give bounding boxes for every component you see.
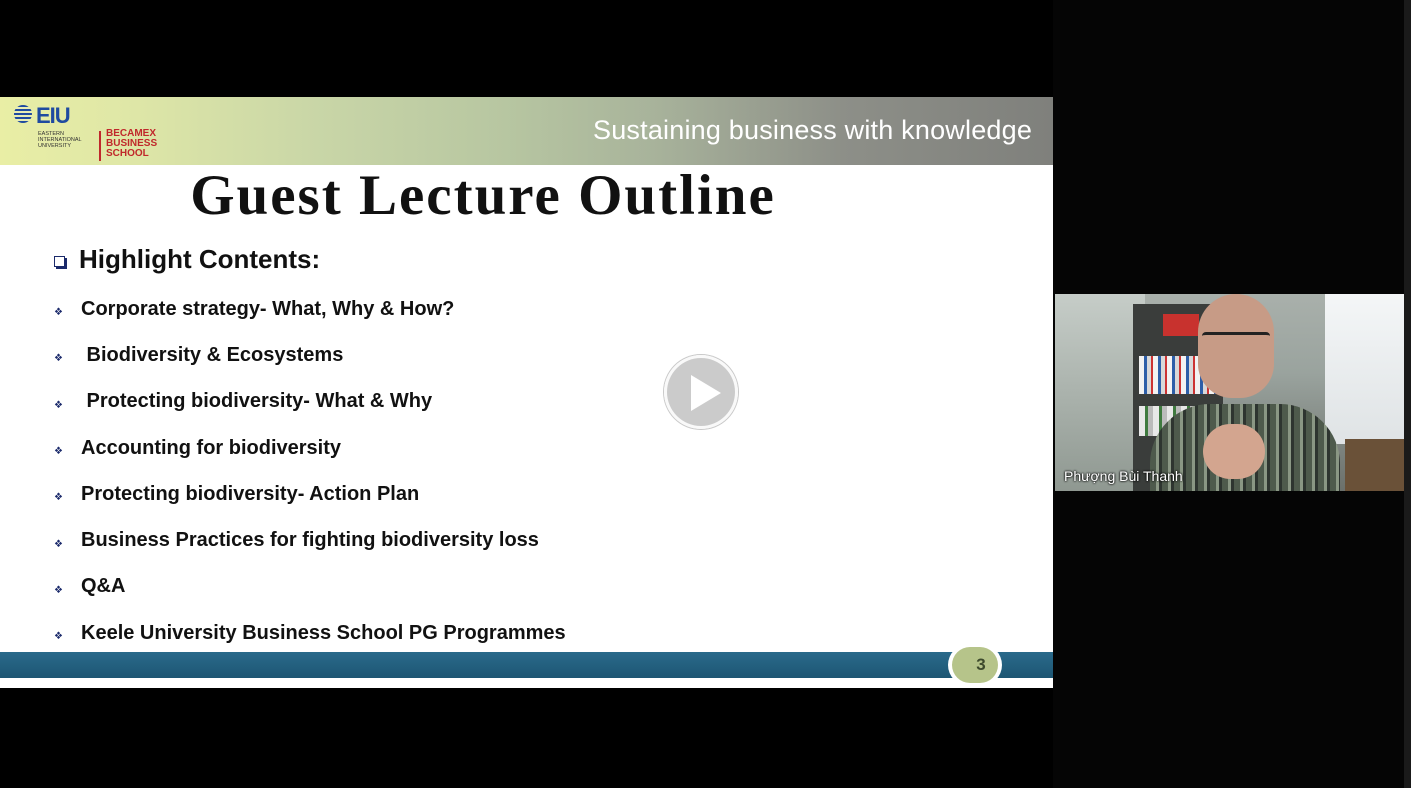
video-person-glasses xyxy=(1202,332,1270,347)
page-number-badge xyxy=(948,644,1002,686)
list-item-text: Business Practices for fighting biodiversity loss xyxy=(81,529,539,552)
slide-tagline: Sustaining business with knowledge xyxy=(593,115,1033,145)
highlight-heading-text: Highlight Contents: xyxy=(79,244,321,274)
video-desk xyxy=(1345,439,1404,491)
video-person-hand xyxy=(1203,424,1265,479)
outline-list xyxy=(54,286,566,656)
list-item xyxy=(54,610,566,656)
list-item-text: Keele University Business School PG Programmes xyxy=(81,621,566,644)
logo-divider xyxy=(99,131,101,161)
diamond-bullet-icon: ❖ xyxy=(54,353,63,365)
slide-title: Guest Lecture Outline xyxy=(190,164,776,227)
participant-name-label: Phượng Bùi Thanh xyxy=(1064,468,1183,484)
globe-logo-icon xyxy=(14,105,32,123)
video-red-box xyxy=(1163,314,1199,336)
diamond-bullet-icon: ❖ xyxy=(54,307,63,319)
play-icon xyxy=(691,375,721,411)
play-button[interactable] xyxy=(664,355,738,429)
slide-footer-bar xyxy=(0,652,1053,678)
panel-scrollbar[interactable] xyxy=(1404,0,1411,788)
logo-eastern-text: EASTERN INTERNATIONAL UNIVERSITY xyxy=(38,131,82,149)
list-item-text: Q&A xyxy=(81,575,126,598)
list-item-text: Accounting for biodiversity xyxy=(81,436,342,459)
list-item xyxy=(54,471,566,517)
slide-header xyxy=(0,97,1053,165)
diamond-bullet-icon: ❖ xyxy=(54,538,63,550)
list-item-text: Biodiversity & Ecosystems xyxy=(81,343,344,366)
logo-becamex-text: BECAMEX BUSINESS SCHOOL xyxy=(106,128,158,159)
list-item-text: Protecting biodiversity- Action Plan xyxy=(81,482,420,505)
page-badge-inner xyxy=(952,647,998,683)
list-item xyxy=(54,517,566,563)
list-item xyxy=(54,379,566,425)
diamond-bullet-icon: ❖ xyxy=(54,631,63,643)
list-item xyxy=(54,564,566,610)
square-bullet-icon xyxy=(54,256,65,267)
list-item xyxy=(54,286,566,332)
logo-eiu-text: EIU xyxy=(36,103,70,128)
participant-video-tile[interactable] xyxy=(1055,294,1404,491)
highlight-heading xyxy=(54,244,320,275)
page-number: 3 xyxy=(976,655,986,674)
list-item xyxy=(54,425,566,471)
eiu-logo xyxy=(12,101,172,161)
diamond-bullet-icon: ❖ xyxy=(54,584,63,596)
diamond-bullet-icon: ❖ xyxy=(54,446,63,458)
video-window xyxy=(1325,294,1404,444)
diamond-bullet-icon: ❖ xyxy=(54,399,63,411)
shared-slide xyxy=(0,97,1053,688)
list-item-text: Corporate strategy- What, Why & How? xyxy=(81,297,455,320)
diamond-bullet-icon: ❖ xyxy=(54,492,63,504)
list-item-text: Protecting biodiversity- What & Why xyxy=(81,390,433,413)
slide-footer-line xyxy=(0,678,1053,682)
video-background-wall xyxy=(1055,294,1145,491)
list-item xyxy=(54,332,566,378)
